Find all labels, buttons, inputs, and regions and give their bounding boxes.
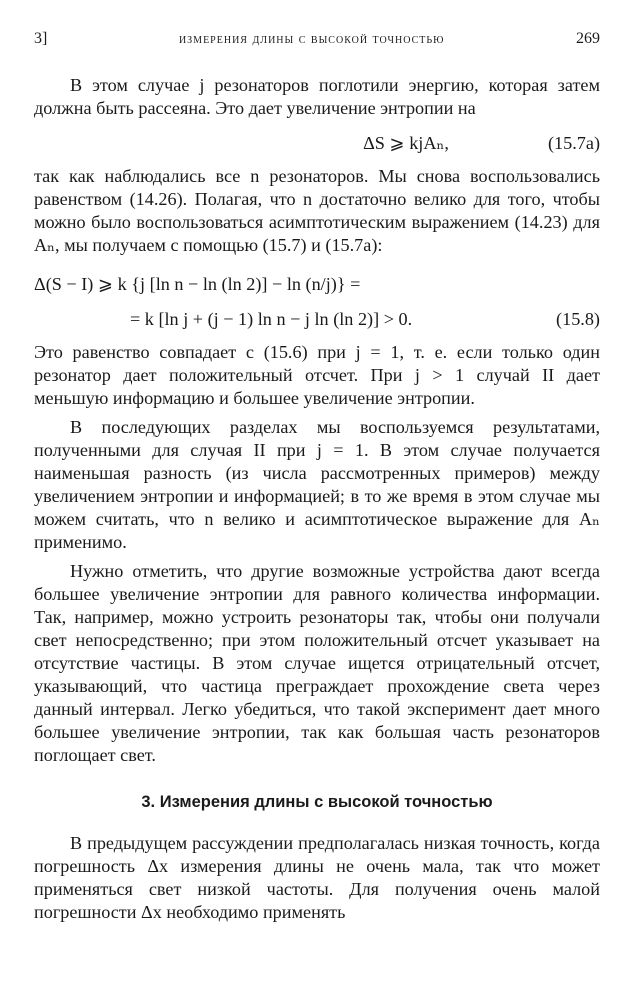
equation-15-7a-number: (15.7a) bbox=[547, 133, 600, 153]
paragraph-6: В предыдущем рассуждении предполагалась низкая точность, когда погрешность Δx измерения длины не очень мала, так что может применяться свет низкой частоты. Для получения очень малой погрешности Δx необходимо применять bbox=[34, 833, 600, 922]
section-number: 3] bbox=[34, 30, 48, 47]
page-number: 269 bbox=[576, 30, 600, 47]
book-page bbox=[34, 30, 600, 924]
equation-15-7a bbox=[34, 132, 600, 155]
paragraph-5: Нужно отметить, что другие возможные устройства дают всегда большее увеличение энтропии для равного количества информации. Так, например, можно устроить резонаторы так, чтобы они получали свет непосредственно; при этом положительный отсчет указывает на отсутствие частицы. В этом случае ищется отрицательный отсчет, указывающий, что частица преграждает прохождение света через данный интервал. Легко убедиться, что такой эксперимент дает много большее увеличение энтропии, так как большая часть резонаторов поглощает свет. bbox=[34, 561, 600, 765]
equation-15-8-line-2 bbox=[34, 308, 600, 331]
equation-15-8-formula: = k [ln j + (j − 1) ln n − j ln (ln 2)] > 0. bbox=[130, 309, 413, 329]
running-title: измерения длины с высокой точностью bbox=[178, 32, 445, 47]
equation-15-8-line-1: Δ(S − I) ⩾ k {j [ln n − ln (ln 2)] − ln (n/j)} = bbox=[34, 274, 361, 294]
running-header bbox=[34, 30, 600, 56]
paragraph-2: так как наблюдались все n резонаторов. Мы снова воспользовались равенством (14.26). Полагая, что n достаточно велико для того, чтобы можно было воспользоваться асимптотическим выражением (14.23) для Aₙ, мы получаем с помощью (15.7) и (15.7a): bbox=[34, 166, 600, 255]
paragraph-4: В последующих разделах мы воспользуемся результатами, полученными для случая II при j = 1. В этом случае получается наименьшая разность (из числа рассмотренных примеров) между увеличением энтропии и информацией; в то же время в этом случае мы можем считать, что n велико и асимптотическое выражение для Aₙ применимо. bbox=[34, 417, 600, 552]
paragraph-3: Это равенство совпадает с (15.6) при j = 1, т. е. если только один резонатор дает положительный отсчет. При j > 1 случай II дает меньшую информацию и большее увеличение энтропии. bbox=[34, 342, 600, 408]
equation-15-7a-formula: ΔS ⩾ kjAₙ, bbox=[363, 133, 449, 153]
equation-15-8-number: (15.8) bbox=[556, 309, 600, 329]
paragraph-1: В этом случае j резонаторов поглотили энергию, которая затем должна быть рассеяна. Это дает увеличение энтропии на bbox=[34, 75, 600, 118]
section-heading: 3. Измерения длины с высокой точностью bbox=[141, 793, 493, 811]
